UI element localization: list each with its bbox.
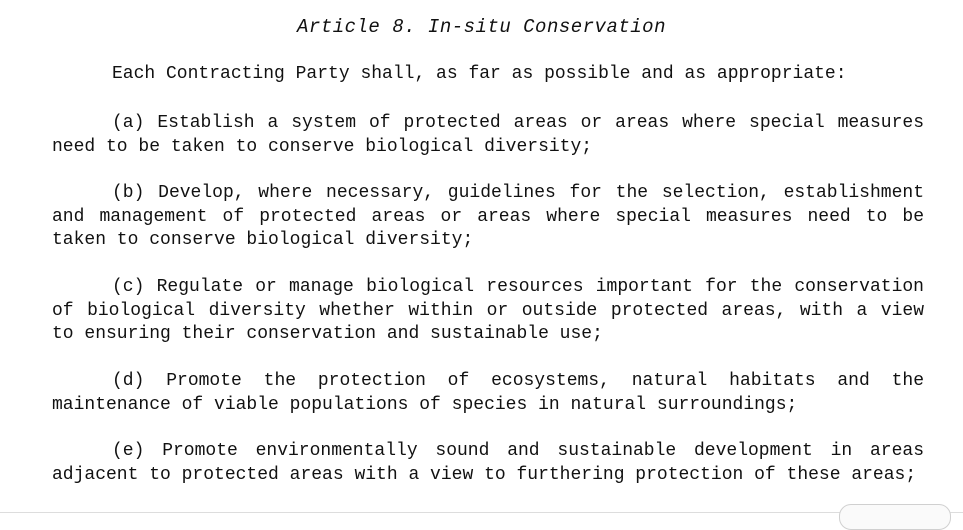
- article-title: Article 8. In-situ Conservation: [297, 16, 666, 38]
- intro-paragraph: Each Contracting Party shall, as far as possible and as appropriate:: [112, 64, 847, 84]
- paragraph-d: (d) Promote the protection of ecosystems, natural habitats and the maintenance of viable populations of species in natural surroundings;: [52, 371, 924, 415]
- viewer-control-pill[interactable]: [839, 504, 951, 530]
- bottom-divider: [0, 512, 963, 513]
- paragraph-b: (b) Develop, where necessary, guidelines for the selection, establishment and management of protected areas or areas where special measures need to be taken to conserve biological diversity;: [52, 183, 924, 250]
- paragraph-e: (e) Promote environmentally sound and sustainable development in areas adjacent to protected areas with a view to furthering protection of these areas;: [52, 441, 924, 485]
- paragraph-c: (c) Regulate or manage biological resources important for the conservation of biological diversity whether within or outside protected areas, with a view to ensuring their conservation and sustainable use;: [52, 277, 924, 344]
- paragraph-a: (a) Establish a system of protected areas or areas where special measures need to be taken to conserve biological diversity;: [52, 113, 924, 157]
